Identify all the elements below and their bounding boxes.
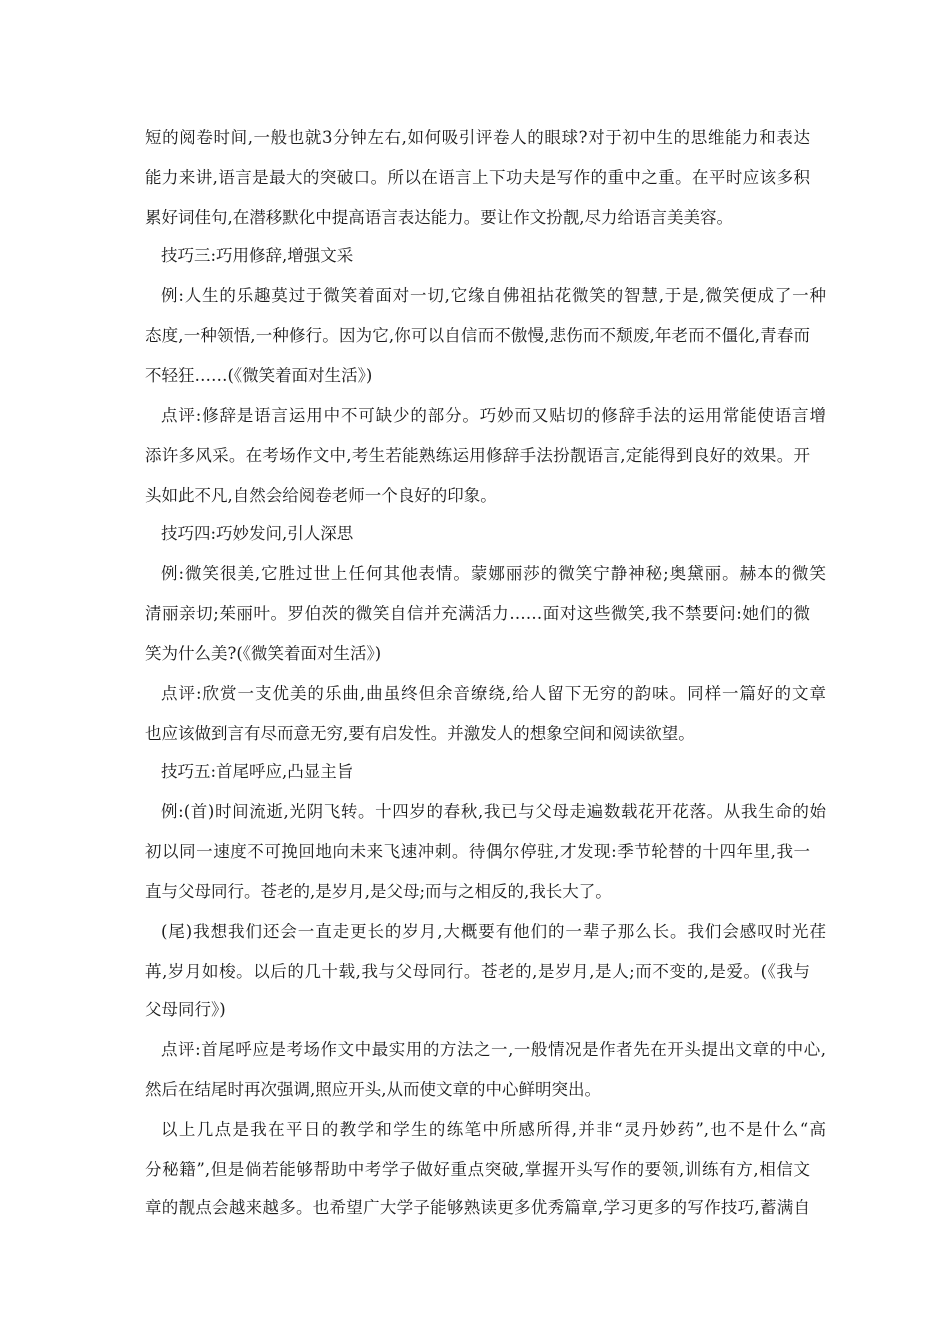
text-line: 能力来讲,语言是最大的突破口。所以在语言上下功夫是写作的重中之重。在平时应该多积 <box>145 168 810 187</box>
text-line: 点评:首尾呼应是考场作文中最实用的方法之一,一般情况是作者先在开头提出文章的中心, <box>161 1040 826 1059</box>
text-line: 以上几点是我在平日的教学和学生的练笔中所感所得,并非“灵丹妙药”,也不是什么“高 <box>161 1120 826 1139</box>
text-line: 不轻狂……(《微笑着面对生活》) <box>145 366 373 385</box>
section-heading: 技巧四:巧妙发问,引人深思 <box>161 524 354 543</box>
text-line: 短的阅卷时间,一般也就3分钟左右,如何吸引评卷人的眼球?对于初中生的思维能力和表达 <box>145 128 810 147</box>
text-line: 清丽亲切;茱丽叶。罗伯茨的微笑自信并充满活力……面对这些微笑,我不禁要问:她们的微 <box>145 604 810 623</box>
text-line: (尾)我想我们还会一直走更长的岁月,大概要有他们的一辈子那么长。我们会感叹时光荏 <box>161 922 826 941</box>
text-line: 章的靓点会越来越多。也希望广大学子能够熟读更多优秀篇章,学习更多的写作技巧,蓄满自 <box>145 1198 810 1217</box>
text-line: 然后在结尾时再次强调,照应开头,从而使文章的中心鲜明突出。 <box>145 1080 601 1099</box>
text-line: 累好词佳句,在潜移默化中提高语言表达能力。要让作文扮靓,尽力给语言美美容。 <box>145 208 733 227</box>
text-line: 头如此不凡,自然会给阅卷老师一个良好的印象。 <box>145 486 497 505</box>
text-line: 例:微笑很美,它胜过世上任何其他表情。蒙娜丽莎的微笑宁静神秘;奥黛丽。赫本的微笑 <box>161 564 826 583</box>
text-line: 分秘籍”,但是倘若能够帮助中考学子做好重点突破,掌握开头写作的要领,训练有方,相信文 <box>145 1160 810 1179</box>
text-line: 直与父母同行。苍老的,是岁月,是父母;而与之相反的,我长大了。 <box>145 882 612 901</box>
text-line: 点评:修辞是语言运用中不可缺少的部分。巧妙而又贴切的修辞手法的运用常能使语言增 <box>161 406 826 425</box>
text-line: 苒,岁月如梭。以后的几十载,我与父母同行。苍老的,是岁月,是人;而不变的,是爱。(《我与 <box>145 962 810 981</box>
text-line: 添许多风采。在考场作文中,考生若能熟练运用修辞手法扮靓语言,定能得到良好的效果。开 <box>145 446 810 465</box>
text-line: 例:(首)时间流逝,光阴飞转。十四岁的春秋,我已与父母走遍数载花开花落。从我生命的始 <box>161 802 826 821</box>
text-line: 例:人生的乐趣莫过于微笑着面对一切,它缘自佛祖拈花微笑的智慧,于是,微笑便成了一种 <box>161 286 826 305</box>
text-line: 态度,一种领悟,一种修行。因为它,你可以自信而不傲慢,悲伤而不颓废,年老而不僵化,青春而 <box>145 326 810 345</box>
text-line: 也应该做到言有尽而意无穷,要有启发性。并激发人的想象空间和阅读欲望。 <box>145 724 695 743</box>
section-heading: 技巧三:巧用修辞,增强文采 <box>161 246 354 265</box>
section-heading: 技巧五:首尾呼应,凸显主旨 <box>161 762 354 781</box>
text-line: 笑为什么美?(《微笑着面对生活》) <box>145 644 382 663</box>
text-line: 父母同行》) <box>145 1000 226 1019</box>
text-line: 点评:欣赏一支优美的乐曲,曲虽终但余音缭绕,给人留下无穷的韵味。同样一篇好的文章 <box>161 684 826 703</box>
text-line: 初以同一速度不可挽回地向未来飞速冲刺。待偶尔停驻,才发现:季节轮替的十四年里,我一 <box>145 842 810 861</box>
